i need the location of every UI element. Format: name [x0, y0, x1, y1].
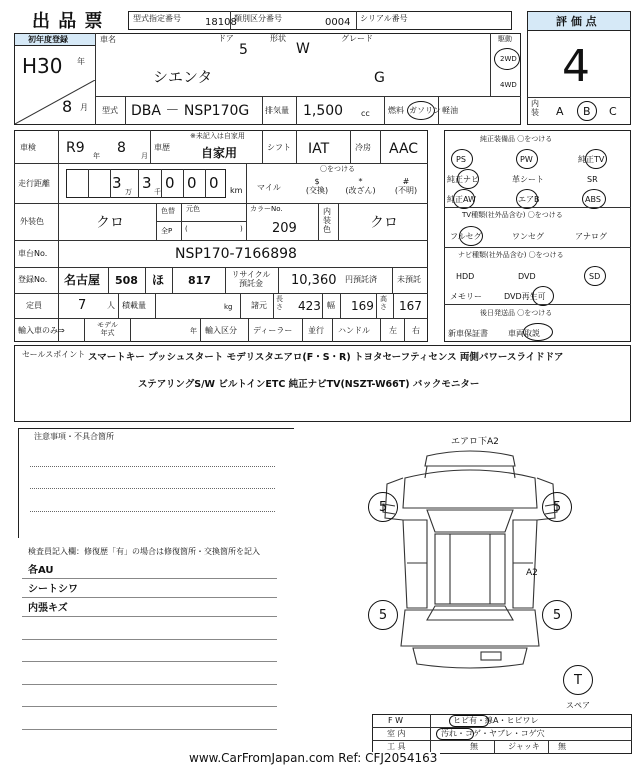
equip-ps-circle — [451, 149, 473, 169]
tv-oneseg: ワンセグ — [512, 232, 544, 241]
drive-label: 駆動 — [498, 35, 512, 43]
recycle-value: 10,360 — [291, 273, 337, 288]
interior-color-label: 内装色 — [323, 207, 331, 234]
interior-color: クロ — [370, 215, 398, 231]
selling-points-line2: ステアリングS/W ビルトインETC 純正ナビTV(NSZT-W66T) バックモニター — [138, 379, 480, 390]
mileage-unit: km — [230, 186, 243, 195]
category-no: 0004 — [325, 17, 351, 28]
legend-jack-label: ジャッキ — [508, 742, 540, 751]
equip-tv-circle — [585, 149, 607, 169]
shift-value: IAT — [308, 141, 330, 157]
history-note: ※未記入は自家用 — [190, 132, 245, 140]
reg-year: H30 — [22, 54, 63, 78]
reg-month-unit: 月 — [80, 103, 88, 112]
light-oil-label: 軽油 — [442, 106, 458, 115]
swap-label: $ (交換) — [305, 177, 329, 195]
docs-manual: 車両取説 — [508, 329, 540, 338]
height-value: 167 — [399, 299, 422, 313]
ac-label: 冷房 — [355, 143, 371, 152]
legend-interior-circle — [436, 728, 474, 740]
load-label: 積載量 — [122, 301, 146, 310]
plate-number: 817 — [188, 274, 211, 287]
car-name-label: 車名 — [100, 35, 116, 44]
dimension-label: 諸元 — [251, 301, 267, 310]
selling-points-label: セールスポイント — [22, 350, 86, 359]
inspector-item-2: シートシワ — [28, 584, 78, 595]
notes-box — [18, 428, 294, 538]
equip-sr: SR — [587, 175, 598, 184]
equip-pw: PW — [520, 155, 533, 164]
mileage-label: 走行距離 — [18, 179, 50, 188]
navi-hdd: HDD — [456, 272, 475, 281]
history-label: 車歴 — [154, 143, 170, 152]
height-label: 高さ — [380, 295, 387, 311]
car-name: シエンタ — [153, 68, 213, 86]
import-only-label: 輸入車のみ⇒ — [18, 326, 65, 335]
model-code: DBA － NSP170G — [131, 103, 250, 119]
score-label: 評 価 点 — [556, 15, 597, 28]
notes-label: 注意事項・不具合箇所 — [34, 432, 114, 441]
navi-dvd-play-circle — [532, 286, 554, 306]
exterior-color: クロ — [96, 215, 124, 231]
tire-fr-score: 5 — [552, 499, 562, 515]
legend-tools-value: 無 — [470, 742, 478, 751]
door-label: ドア — [218, 34, 234, 43]
mileage-sen-unit: 千 — [154, 188, 161, 196]
equip-navi: 純正ナビ — [447, 175, 479, 184]
model-year-label: モデル 年式 — [97, 321, 118, 337]
spare-label: スペア — [566, 701, 590, 710]
capacity-unit: 人 — [107, 301, 115, 310]
mileage-digit-3: 3 — [142, 174, 152, 192]
length-value: 423 — [298, 299, 321, 313]
import-type-label: 輸入区分 — [205, 326, 237, 335]
modified-label: * (改ざん) — [345, 177, 376, 195]
equip-aw-circle — [453, 189, 475, 209]
docs-title: 後日発送品 〇をつける — [480, 309, 553, 317]
equip-airbag-circle — [516, 189, 538, 209]
interior-grade-b: B — [583, 105, 591, 118]
mileage-digit-5: 0 — [187, 174, 197, 192]
selling-points-line1: スマートキー プッシュスタート モデリスタエアロ(F・S・R) トヨタセーフティセンス 両側パワースライドドア — [88, 352, 564, 363]
mark-note: 〇をつける — [320, 165, 355, 173]
width-label: 幅 — [327, 301, 335, 310]
mileage-man-unit: 万 — [125, 188, 132, 196]
equipment-title: 純正装備品 〇をつける — [480, 135, 553, 143]
reg-diagonal — [15, 80, 95, 124]
color-no-label: カラーNo. — [250, 205, 283, 213]
reg-year-unit: 年 — [77, 57, 85, 66]
plate-area: 名古屋 — [64, 273, 101, 287]
width-value: 169 — [351, 299, 374, 313]
model-label: 型式 — [102, 106, 118, 115]
legend-fw-label: F W — [388, 716, 404, 725]
tire-fl-score: 5 — [378, 499, 388, 515]
shaken-month: 8 — [117, 140, 126, 156]
legend-interior-label: 室 内 — [387, 729, 406, 738]
model-year-unit: 年 — [190, 327, 197, 335]
equip-abs-circle — [582, 189, 606, 209]
first-reg-label: 初年度登録 — [28, 35, 68, 44]
capacity-value: 7 — [78, 298, 87, 313]
navi-sd: SD — [589, 272, 601, 281]
equip-ps: PS — [456, 155, 466, 164]
legend-fw-circle — [449, 715, 489, 727]
door-count: 5 — [239, 42, 248, 58]
displacement-value: 1,500 — [303, 103, 344, 119]
load-unit: kg — [224, 303, 233, 311]
shaken-era: R9 — [66, 140, 85, 156]
form-title: 出 品 票 — [32, 11, 104, 32]
handle-label: ハンドル — [338, 326, 370, 335]
tv-fullseg: フルセグ — [450, 232, 482, 241]
unknown-label: # (不明) — [394, 177, 418, 195]
drive-2wd-circle — [494, 48, 520, 70]
body-shape: W — [296, 41, 310, 57]
shaken-month-unit: 月 — [141, 152, 148, 160]
serial-no-label: シリアル番号 — [360, 14, 408, 23]
grade-label: グレード — [341, 34, 373, 43]
mile-label: マイル — [257, 183, 281, 192]
mileage-digit-6: 0 — [209, 174, 219, 192]
plate-label: 登録No. — [18, 275, 48, 284]
legend-jack-value: 無 — [558, 742, 566, 751]
recycle-status-unpaid: 未預託 — [397, 275, 421, 284]
navi-memory: メモリー — [450, 292, 482, 301]
exterior-color-label: 外装色 — [20, 217, 44, 226]
grade-value: G — [374, 70, 385, 86]
type-no: 18108 — [205, 17, 237, 28]
equip-tv: 純正TV — [578, 155, 605, 164]
legend-fw-text: ヒビ有・線A・ヒビワレ — [453, 716, 539, 725]
parallel-label: 並行 — [308, 326, 324, 335]
tire-rl-score: 5 — [378, 607, 388, 623]
shaken-year-unit: 年 — [93, 152, 100, 160]
ac-value: AAC — [389, 141, 419, 157]
inspector-item-3: 内張キズ — [28, 603, 68, 614]
tv-fullseg-circle — [459, 226, 483, 246]
car-diagram — [365, 448, 575, 673]
plate-kana: ほ — [152, 273, 165, 287]
handle-left: 左 — [389, 326, 397, 335]
legend-tools-label: 工 具 — [387, 742, 406, 751]
equip-pw-circle — [516, 149, 538, 169]
inspector-item-1: 各AU — [28, 565, 54, 576]
full-paint-label: 全P — [161, 227, 173, 235]
chassis-no: NSP170-7166898 — [175, 246, 297, 262]
equip-airbag: エアB — [518, 195, 540, 204]
interior-grade-c: C — [609, 105, 617, 118]
equip-leather: 革シート — [512, 175, 544, 184]
category-no-label: 類別区分番号 — [234, 14, 282, 23]
equip-navi-circle — [457, 169, 479, 189]
displacement-unit: cc — [361, 109, 370, 118]
score-value: 4 — [562, 41, 590, 92]
navi-dvd: DVD — [518, 272, 536, 281]
shift-label: シフト — [267, 143, 291, 152]
displacement-label: 排気量 — [265, 106, 289, 115]
drive-4wd: 4WD — [500, 81, 517, 89]
navi-title: ナビ種類(社外品含む) 〇をつける — [458, 251, 564, 259]
chassis-label: 車台No. — [18, 249, 48, 258]
interior-score-label: 内装 — [531, 99, 539, 117]
fuel-value: ガソリン — [409, 106, 441, 115]
interior-grade-b-circle — [577, 101, 597, 121]
plate-class: 508 — [115, 274, 138, 287]
navi-dvd-play: DVD再生可 — [504, 292, 546, 301]
orig-color-label: 元色 — [186, 205, 200, 213]
footer-watermark: www.CarFromJapan.com Ref: CFJ2054163 — [186, 752, 440, 764]
shaken-label: 車検 — [20, 143, 36, 152]
type-no-label: 型式指定番号 — [133, 14, 181, 23]
docs-manual-circle — [523, 323, 553, 341]
color-change-label: 色替 — [161, 207, 175, 215]
shape-label: 形状 — [270, 34, 286, 43]
length-label: 長さ — [276, 295, 283, 311]
fuel-label: 燃料 — [388, 106, 404, 115]
header-id-strip — [128, 11, 512, 30]
tire-rr-score: 5 — [552, 607, 562, 623]
fuel-gas-circle — [407, 101, 435, 120]
a2-label: A2 — [526, 568, 538, 578]
mileage-digit-2: 3 — [112, 174, 122, 192]
interior-grade-a: A — [556, 105, 564, 118]
drive-2wd: 2WD — [500, 55, 517, 63]
equip-aw: 純正AW — [447, 195, 476, 204]
navi-sd-circle — [584, 266, 606, 286]
dealer-label: ディーラー — [253, 326, 293, 335]
capacity-label: 定員 — [26, 301, 42, 310]
recycle-status-paid: 円預託済 — [345, 275, 377, 284]
recycle-label: リサイクル 預託金 — [231, 270, 271, 288]
docs-warranty: 新車保証書 — [448, 329, 488, 338]
tv-title: TV種類(社外品含む) 〇をつける — [462, 211, 563, 219]
color-no: 209 — [272, 221, 297, 236]
aero-label: エアロ下A2 — [451, 437, 499, 447]
history-value: 自家用 — [201, 146, 238, 160]
spare-tire-score: T — [574, 672, 582, 688]
inspector-label: 検査員記入欄：修復歴「有」の場合は修復箇所・交換箇所を記入 — [28, 547, 260, 556]
equip-abs: ABS — [585, 195, 601, 204]
mileage-digit-4: 0 — [165, 174, 175, 192]
handle-right: 右 — [412, 326, 420, 335]
reg-month: 8 — [62, 97, 73, 116]
tv-analog: アナログ — [575, 232, 607, 241]
legend-interior-text: 汚れ・コゲ・ヤブレ・コゲ穴 — [441, 729, 545, 738]
